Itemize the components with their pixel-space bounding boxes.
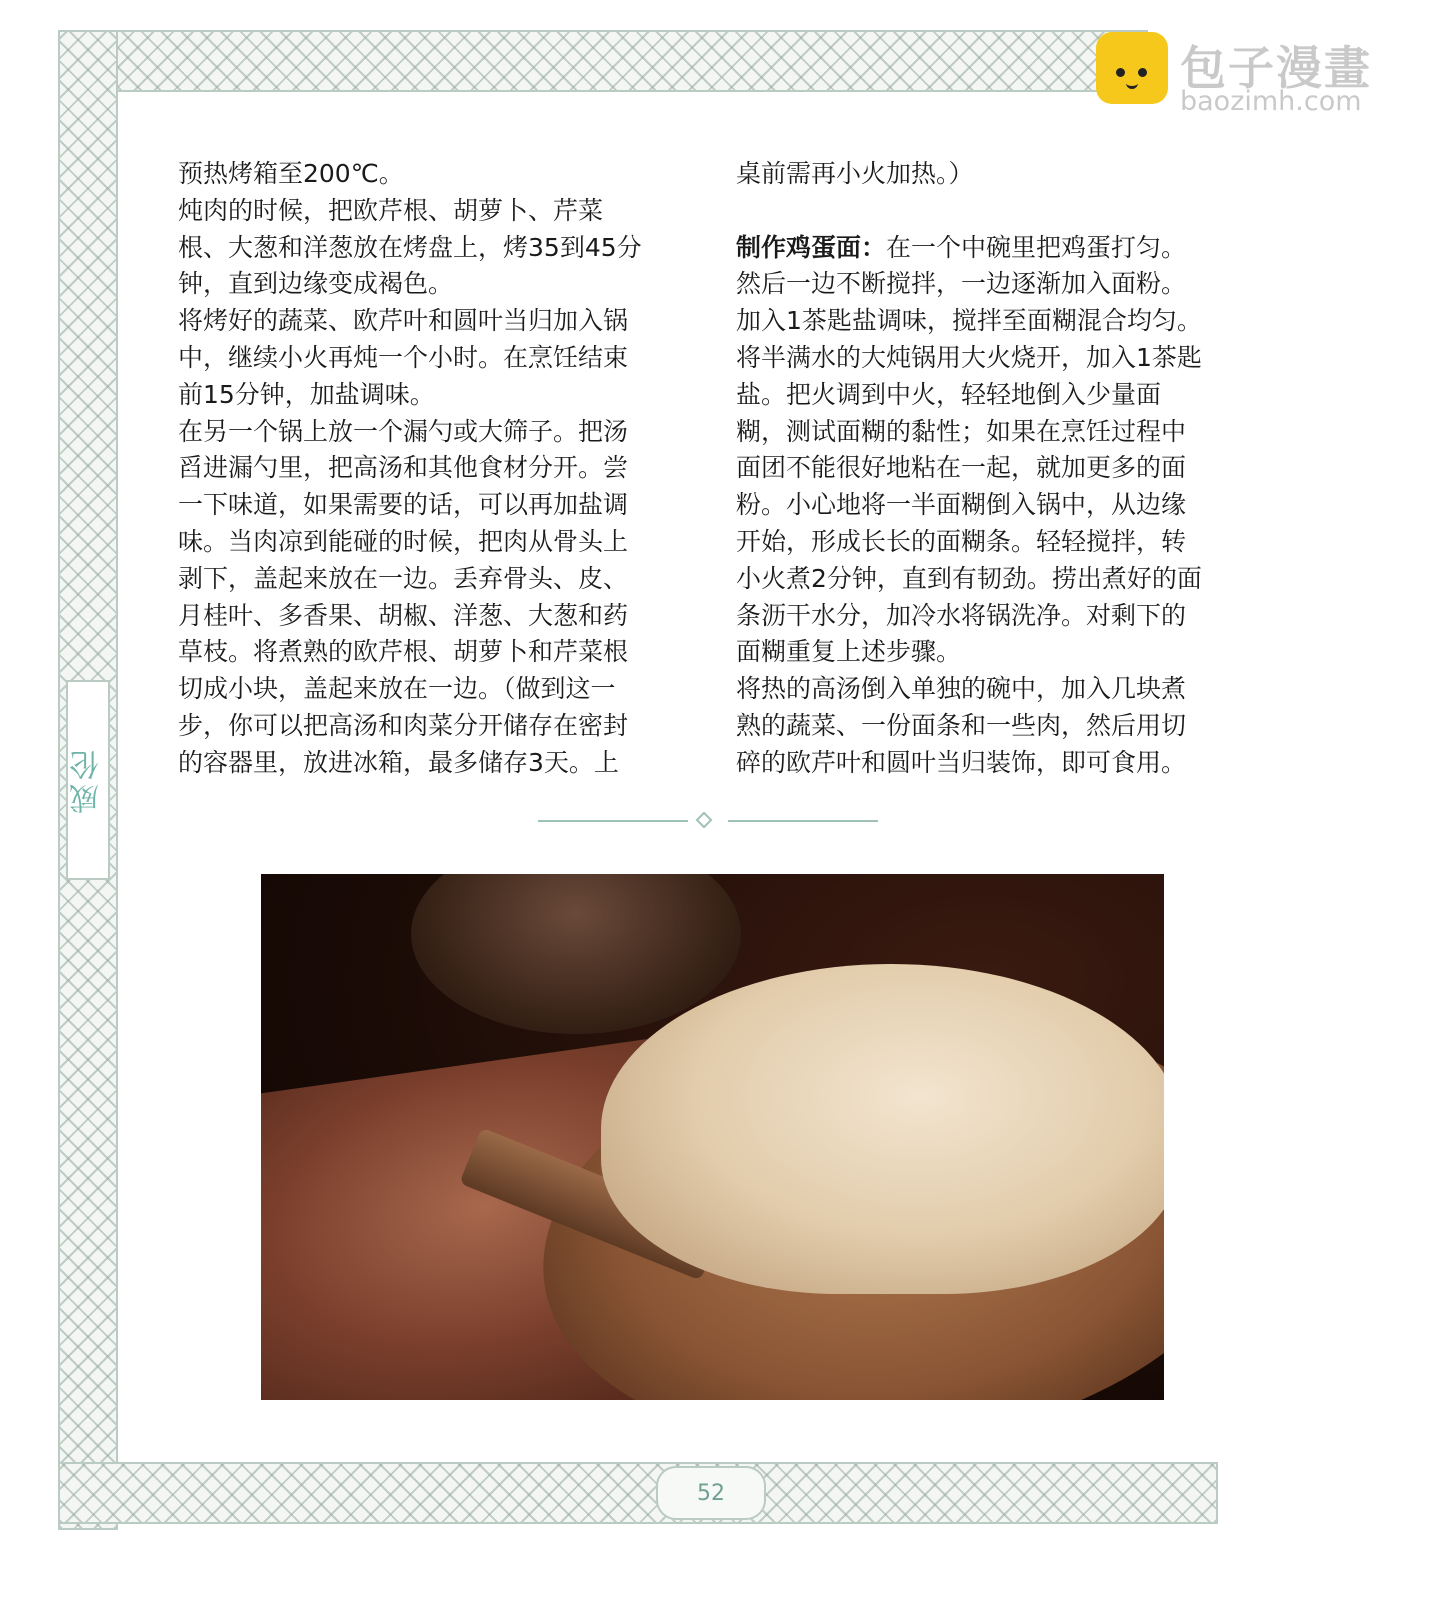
divider-rule: [538, 820, 688, 822]
right-text-column: [736, 156, 1276, 782]
section-heading: 制作鸡蛋面：: [736, 232, 887, 262]
site-watermark: [1096, 32, 1386, 116]
page-number-frame: [656, 1466, 766, 1520]
paragraph-line: 碎的欧芹叶和圆叶当归装饰，即可食用。: [736, 747, 1187, 777]
paragraph-line: 前15分钟，加盐调味。: [178, 379, 435, 409]
bun-logo-icon: [1096, 32, 1168, 104]
logo-mouth-icon: [1126, 80, 1138, 89]
paragraph-line: 条沥干水分，加冷水将锅洗净。对剩下的: [736, 600, 1187, 630]
paragraph-line: 月桂叶、多香果、胡椒、洋葱、大葱和药: [178, 600, 629, 630]
paragraph-line: 将烤好的蔬菜、欧芹叶和圆叶当归加入锅: [178, 306, 629, 336]
section-heading-line: [736, 230, 1276, 267]
paragraph-line: 面团不能很好地粘在一起，就加更多的面: [736, 453, 1187, 483]
paragraph-line: 面糊重复上述步骤。: [736, 637, 962, 667]
divider-diamond-icon: [696, 812, 713, 829]
watermark-url: baozimh.com: [1180, 86, 1362, 117]
paragraph-line: 小火煮2分钟，直到有韧劲。捞出煮好的面: [736, 563, 1202, 593]
decorative-border-top: [58, 30, 1148, 92]
paragraph-line: 在另一个锅上放一个漏勺或大筛子。把汤: [178, 416, 629, 446]
divider-rule: [728, 820, 878, 822]
paragraph-line: 步，你可以把高汤和肉菜分开储存在密封: [178, 710, 629, 740]
paragraph-line: 加入1茶匙盐调味，搅拌至面糊混合均匀。: [736, 306, 1202, 336]
paragraph-line: 炖肉的时候，把欧芹根、胡萝卜、芹菜: [178, 195, 604, 225]
paragraph-line: 开始，形成长长的面糊条。轻轻搅拌，转: [736, 526, 1187, 556]
paragraph-line: 预热烤箱至200℃。: [178, 159, 404, 188]
paragraph-line: 然后一边不断搅拌，一边逐渐加入面粉。: [736, 269, 1187, 299]
flour-bowl-photo: [261, 874, 1164, 1400]
logo-eye-icon: [1138, 68, 1147, 77]
ornamental-divider: [538, 818, 882, 824]
paragraph-line: 根、大葱和洋葱放在烤盘上，烤35到45分: [178, 232, 642, 262]
paragraph-line: 将半满水的大炖锅用大火烧开，加入1茶匙: [736, 342, 1202, 372]
paragraph-line: 钟，直到边缘变成褐色。: [178, 269, 454, 299]
paragraph-line: 将热的高汤倒入单独的碗中，加入几块煮: [736, 674, 1187, 704]
paragraph-line: 切成小块，盖起来放在一边。（做到这一: [178, 674, 616, 704]
paragraph-gap: [736, 193, 1276, 230]
paragraph-line: 草枝。将煮熟的欧芹根、胡萝卜和芹菜根: [178, 637, 629, 667]
paragraph-text: 在一个中碗里把鸡蛋打匀。: [886, 232, 1187, 262]
paragraph-line: 一下味道，如果需要的话，可以再加盐调: [178, 490, 629, 520]
paragraph-line: 中，继续小火再炖一个小时。在烹饪结束: [178, 342, 629, 372]
side-tab: [66, 680, 110, 880]
paragraph-line: 熟的蔬菜、一份面条和一些肉，然后用切: [736, 710, 1187, 740]
paragraph-line: 糊，测试面糊的黏性；如果在烹饪过程中: [736, 416, 1187, 446]
flour-mound-shape: [601, 964, 1164, 1294]
left-text-column: [178, 156, 698, 782]
page-number: 52: [697, 1480, 725, 1506]
chapter-side-label: 威伦: [70, 746, 105, 814]
paragraph-line: 粉。小心地将一半面糊倒入锅中，从边缘: [736, 490, 1187, 520]
watermark-title: 包子漫畫: [1180, 41, 1372, 95]
paragraph-line: 盐。把火调到中火，轻轻地倒入少量面: [736, 379, 1162, 409]
decorative-border-bottom: [58, 1462, 1218, 1524]
paragraph-line: 味。当肉凉到能碰的时候，把肉从骨头上: [178, 526, 629, 556]
paragraph-line: 桌前需再小火加热。）: [736, 159, 974, 188]
logo-eye-icon: [1116, 68, 1125, 77]
paragraph-line: 的容器里，放进冰箱，最多储存3天。上: [178, 747, 619, 777]
paragraph-line: 剥下，盖起来放在一边。丢弃骨头、皮、: [178, 563, 629, 593]
paragraph-line: 舀进漏勺里，把高汤和其他食材分开。尝: [178, 453, 629, 483]
